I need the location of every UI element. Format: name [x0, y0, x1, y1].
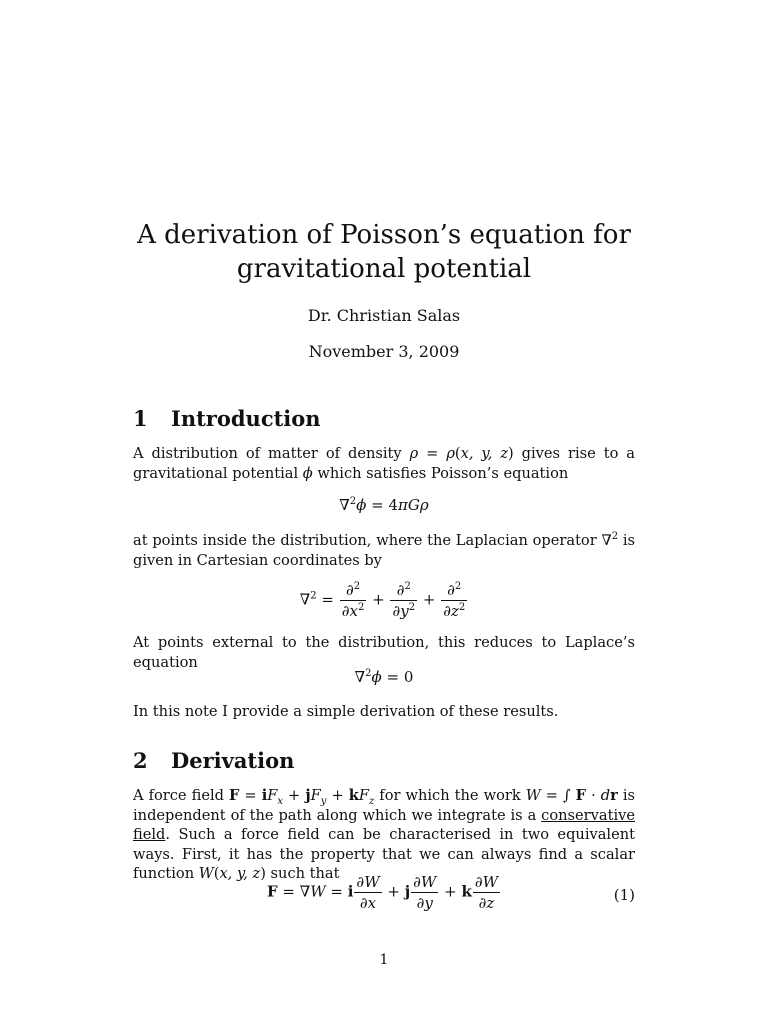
text: is independent of the path along which we integrate is a — [133, 787, 636, 824]
equation-laplacian: ∇$^2$ = $\frac{\partial^2}{\partial x^2}$ + $\frac{\partial^2}{\partial y^2}$ + $\frac{\partial^2}{\partial z^2}$ — [299, 581, 466, 620]
intro-paragraph-2: at points inside the distribution, where the Laplacian operator ∇$^2$ is given in Cartesian coordinates by — [133, 531, 635, 569]
text: at points inside the distribution, where the Laplacian operator — [133, 532, 602, 549]
text: gives rise to a gravitational potential — [133, 445, 636, 482]
equation-1-gradient: F = ∇W = i $\frac{\partial W}{\partial x}$ + j $\frac{\partial W}{\partial y}$ + k $\frac{\partial W}{\partial z}$ (1) — [266, 873, 635, 912]
math-density-fn: ρ — [446, 445, 455, 462]
text: for which the work — [374, 787, 526, 804]
math-phi: ϕ — [302, 464, 313, 482]
title-line-2: gravitational potential — [236, 254, 532, 284]
intro-paragraph-1: A distribution of matter of density ρ = ρ(x, y, z) gives rise to a gravitational potential ϕ which satisfies Poisson’s equation — [133, 445, 636, 482]
text: A force field — [133, 787, 229, 804]
text: such that — [265, 865, 340, 882]
equation-laplace: ∇$^2$ϕ = 0 — [354, 668, 414, 686]
title-line-1: A derivation of Poisson’s equation for — [137, 220, 631, 250]
equation-poisson: ∇$^2$ϕ = 4πGρ — [339, 496, 429, 514]
derivation-paragraph-1: A force field $F = iF_x + jF_y + kF_z$ for which the work W = ∫ F · dr is independent of the path along which we integrate is a conservative field. Such a force field can be characterised in two equivalent ways. First, it has the property that we can always find a scalar function W(x, y, z) such that — [133, 787, 636, 882]
section-title: Introduction — [171, 406, 321, 431]
section-number: 1 — [133, 406, 148, 431]
text: which satisfies Poisson’s equation — [312, 464, 569, 482]
section-heading-derivation — [133, 748, 294, 773]
paper-title — [0, 218, 768, 286]
math-xyz: x, y, z — [460, 445, 509, 462]
text: is given in Cartesian coordinates by — [133, 532, 635, 569]
page-number: 1 — [379, 952, 389, 968]
author: Dr. Christian Salas — [307, 306, 461, 325]
conservative-field-link[interactable]: conservative field — [133, 806, 635, 843]
math-density: ρ — [409, 445, 419, 462]
text: . Such a force field can be characterised in two equivalent ways. First, it has the property that we can always find a scalar function — [133, 826, 635, 882]
intro-paragraph-3: At points external to the distribution, this reduces to Laplace’s equation — [133, 634, 635, 671]
intro-paragraph-4: In this note I provide a simple derivation of these results. — [133, 703, 559, 720]
section-number: 2 — [133, 748, 148, 773]
equation-number: (1) — [613, 886, 635, 904]
section-title: Derivation — [171, 748, 295, 773]
section-heading-introduction — [133, 406, 321, 431]
text: A distribution of matter of density — [133, 445, 410, 462]
date: November 3, 2009 — [308, 342, 460, 361]
